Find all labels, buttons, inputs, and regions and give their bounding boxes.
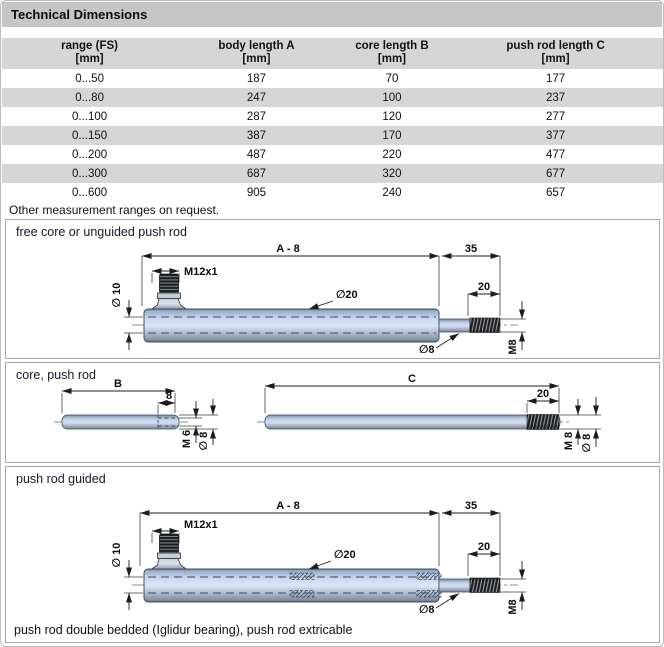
page-title: Technical Dimensions [11, 7, 148, 22]
svg-text:∅ 10: ∅ 10 [111, 542, 123, 568]
svg-text:20: 20 [536, 388, 550, 400]
svg-text:A - 8: A - 8 [276, 243, 300, 255]
svg-text:M12x1: M12x1 [184, 519, 218, 531]
svg-text:∅20: ∅20 [334, 549, 356, 561]
svg-text:8: 8 [165, 390, 173, 402]
table-cell: 0...300 [71, 167, 108, 180]
table-row [2, 88, 663, 107]
table-cell: 377 [545, 129, 566, 142]
table-row [2, 126, 663, 145]
dim-20-rod [527, 388, 559, 413]
col-header-push-rod-length: push rod length C [mm] [448, 38, 663, 69]
push-rod-thread [470, 318, 500, 333]
section-title-free-core: free core or unguided push rod [16, 225, 187, 239]
table-cell: 677 [545, 167, 566, 180]
drawing-push-rod-guided [6, 467, 659, 642]
table-cell: 905 [246, 186, 267, 199]
label-dia20 [309, 549, 356, 569]
table-cell: 0...50 [75, 72, 104, 85]
svg-text:B: B [114, 378, 122, 390]
table-cell: 0...80 [75, 91, 104, 104]
dimensions-table [2, 38, 663, 202]
table-cell: 287 [246, 110, 267, 123]
page-title-bar [2, 2, 662, 27]
svg-text:∅20: ∅20 [336, 289, 358, 301]
connector-thread-cap [160, 534, 179, 553]
guided-caption: push rod double bedded (Iglidur bearing), push rod extricable [14, 623, 353, 637]
table-header-row [2, 38, 663, 69]
table-cell: 187 [246, 72, 267, 85]
svg-text:∅8: ∅8 [419, 604, 435, 616]
drawing-core-push-rod [6, 363, 659, 462]
dim-m8 [500, 561, 526, 615]
table-cell: 487 [246, 148, 267, 161]
table-cell: 220 [382, 148, 402, 161]
table-note: Other measurement ranges on request. [9, 203, 220, 217]
table-cell: 0...150 [71, 129, 108, 142]
table-cell: 320 [382, 167, 402, 180]
table-row [2, 183, 663, 202]
bearing-hatch [290, 591, 314, 598]
section-title-core-push-rod: core, push rod [16, 368, 96, 382]
dim-m12x1 [152, 519, 218, 531]
table-cell: 240 [382, 186, 402, 199]
table-cell: 237 [545, 91, 566, 104]
col-header-core-length: core length B [mm] [336, 38, 448, 69]
table-cell: 170 [382, 129, 402, 142]
table-cell: 70 [385, 72, 399, 85]
table-cell: 177 [545, 72, 566, 85]
dim-20 [468, 541, 500, 554]
section-core-push-rod [5, 362, 660, 463]
table-row [2, 145, 663, 164]
drawing-free-core [6, 220, 659, 358]
push-rod-long [265, 415, 560, 429]
push-rod-long-thread [527, 415, 559, 430]
section-free-core [5, 219, 660, 359]
table-cell: 120 [382, 110, 402, 123]
connector-plug [151, 534, 187, 570]
bearing-hatch [417, 591, 441, 598]
bearing-hatch [290, 573, 314, 580]
dim-a8 [140, 500, 439, 513]
svg-text:∅ 8: ∅ 8 [581, 433, 593, 453]
svg-text:M8: M8 [507, 599, 519, 615]
connector-collar [158, 553, 181, 559]
dim-c [265, 373, 559, 413]
push-rod [439, 579, 470, 592]
dim-a8 [142, 243, 439, 256]
table-row [2, 107, 663, 126]
svg-text:M 6: M 6 [181, 429, 193, 449]
svg-text:∅8: ∅8 [419, 344, 435, 356]
svg-text:M12x1: M12x1 [184, 266, 218, 278]
table-cell: 657 [545, 186, 566, 199]
bearing-hatch [417, 573, 441, 580]
table-cell: 0...600 [71, 186, 108, 199]
table-cell: 247 [246, 91, 267, 104]
table-cell: 0...200 [71, 148, 108, 161]
col-header-range: range (FS) [mm] [2, 38, 177, 69]
svg-text:20: 20 [477, 281, 491, 293]
svg-text:35: 35 [464, 243, 478, 255]
svg-text:35: 35 [464, 500, 478, 512]
dim-35 [442, 243, 500, 256]
dim-dia8-rod [581, 397, 596, 452]
connector-base [151, 299, 187, 310]
svg-text:20: 20 [477, 541, 491, 553]
connector-plug [151, 274, 187, 310]
svg-text:∅ 10: ∅ 10 [111, 282, 123, 308]
push-rod [439, 319, 470, 332]
section-title-push-rod-guided: push rod guided [16, 472, 106, 486]
table-row [2, 164, 663, 183]
table-cell: 100 [382, 91, 402, 104]
table-row [2, 69, 663, 88]
push-rod-thread [470, 578, 500, 593]
sensor-body [144, 309, 439, 342]
dim-dia10 [111, 543, 143, 610]
dim-8 [158, 390, 175, 414]
table-cell: 0...100 [71, 110, 108, 123]
dim-35 [442, 500, 500, 513]
svg-text:C: C [408, 373, 416, 385]
svg-text:M8: M8 [507, 339, 519, 355]
table-cell: 387 [246, 129, 267, 142]
svg-text:M 8: M 8 [563, 431, 575, 451]
dim-dia10 [111, 283, 143, 350]
col-header-body-length: body length A [mm] [177, 38, 336, 69]
dim-m8 [500, 301, 526, 355]
table-cell: 687 [246, 167, 267, 180]
table-cell: 277 [545, 110, 566, 123]
extension-lines [142, 256, 500, 316]
table-cell: 477 [545, 148, 566, 161]
core-rod [62, 415, 179, 429]
label-dia20 [309, 289, 358, 309]
section-push-rod-guided [5, 466, 660, 643]
dim-20 [468, 281, 500, 294]
svg-text:A - 8: A - 8 [276, 500, 300, 512]
connector-base [151, 559, 187, 570]
connector-thread-cap [160, 274, 179, 293]
svg-text:∅ 8: ∅ 8 [198, 431, 210, 451]
connector-collar [158, 293, 181, 299]
